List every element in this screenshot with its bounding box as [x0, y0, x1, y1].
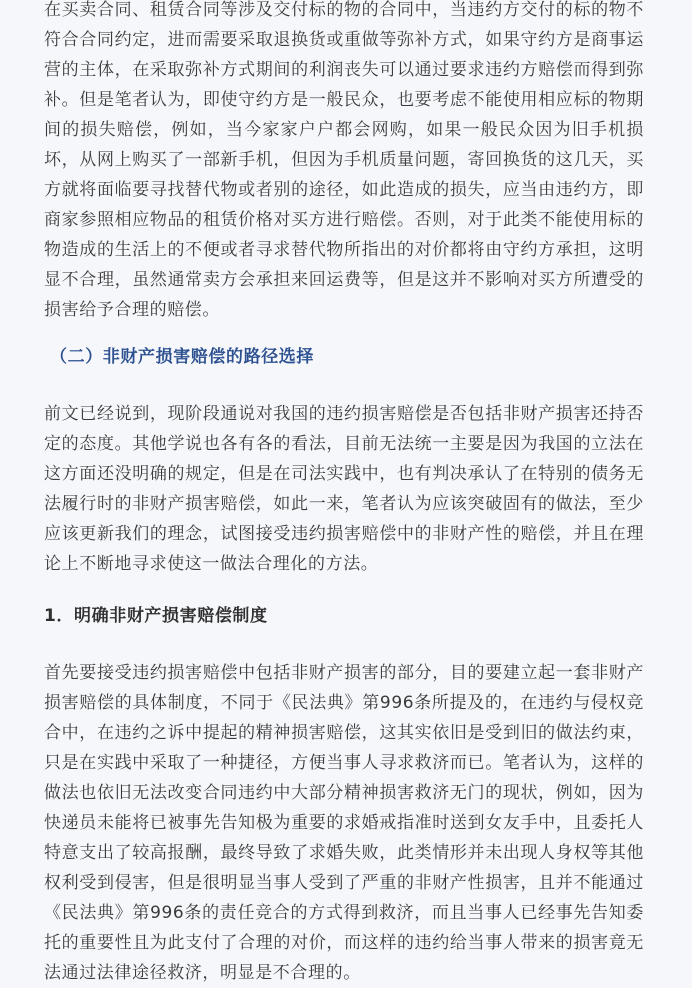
- subsection-heading-clarify-system: 1．明确非财产损害赔偿制度: [44, 606, 268, 626]
- paragraph-establish-system: 首先要接受违约损害赔偿中包括非财产损害的部分，目的要建立起一套非财产损害赔偿的具体制度，不同于《民法典》第996条所提及的，在违约与侵权竞合中，在违约之诉中提起的精神损害赔偿，这其实依旧是受到旧的做法约束，只是在实践中采取了一种捷径，方便当事人寻求救济而已。笔者认为，这样的做法也依旧无法改变合同违约中大部分精神损害救济无门的现状，例如，因为快递员未能将已被事先告知极为重要的求婚戒指准时送到女友手中，且委托人特意支出了较高报酬，最终导致了求婚失败，此类情形并未出现人身权等其他权利受到侵害，但是很明显当事人受到了严重的非财产性损害，且并不能通过《民法典》第996条的责任竞合的方式得到救济，而且当事人已经事先告知委托的重要性且为此支付了合理的对价，而这样的违约给当事人带来的损害竟无法通过法律途径救济，明显是不合理的。: [44, 663, 644, 983]
- paragraph-path-selection: 前文已经说到，现阶段通说对我国的违约损害赔偿是否包括非财产损害还持否定的态度。其他学说也各有各的看法，目前无法统一主要是因为我国的立法在这方面还没明确的规定，但是在司法实践中，也有判决承认了在特别的债务无法履行时的非财产损害赔偿，如此一来，笔者认为应该突破固有的做法，至少应该更新我们的理念，试图接受违约损害赔偿中的非财产性的赔偿，并且在理论上不断地寻求使这一做法合理化的方法。: [44, 404, 644, 574]
- paragraph-damages-compensation: 在买卖合同、租赁合同等涉及交付标的物的合同中，当违约方交付的标的物不符合合同约定，进而需要采取退换货或重做等弥补方式，如果守约方是商事运营的主体，在采取弥补方式期间的利润丧失可以通过要求违约方赔偿而得到弥补。但是笔者认为，即使守约方是一般民众，也要考虑不能使用相应标的物期间的损失赔偿，例如，当今家家户户都会网购，如果一般民众因为旧手机损坏，从网上购买了一部新手机，但因为手机质量问题，寄回换货的这几天，买方就将面临要寻找替代物或者别的途径，如此造成的损失，应当由违约方，即商家参照相应物品的租赁价格对买方进行赔偿。否则，对于此类不能使用标的物造成的生活上的不便或者寻求替代物所指出的对价都将由守约方承担，这明显不合理，虽然通常卖方会承担来回运费等，但是这并不影响对买方所遭受的损害给予合理的赔偿。: [44, 0, 644, 320]
- section-heading-non-property-damages: （二）非财产损害赔偿的路径选择: [50, 347, 314, 367]
